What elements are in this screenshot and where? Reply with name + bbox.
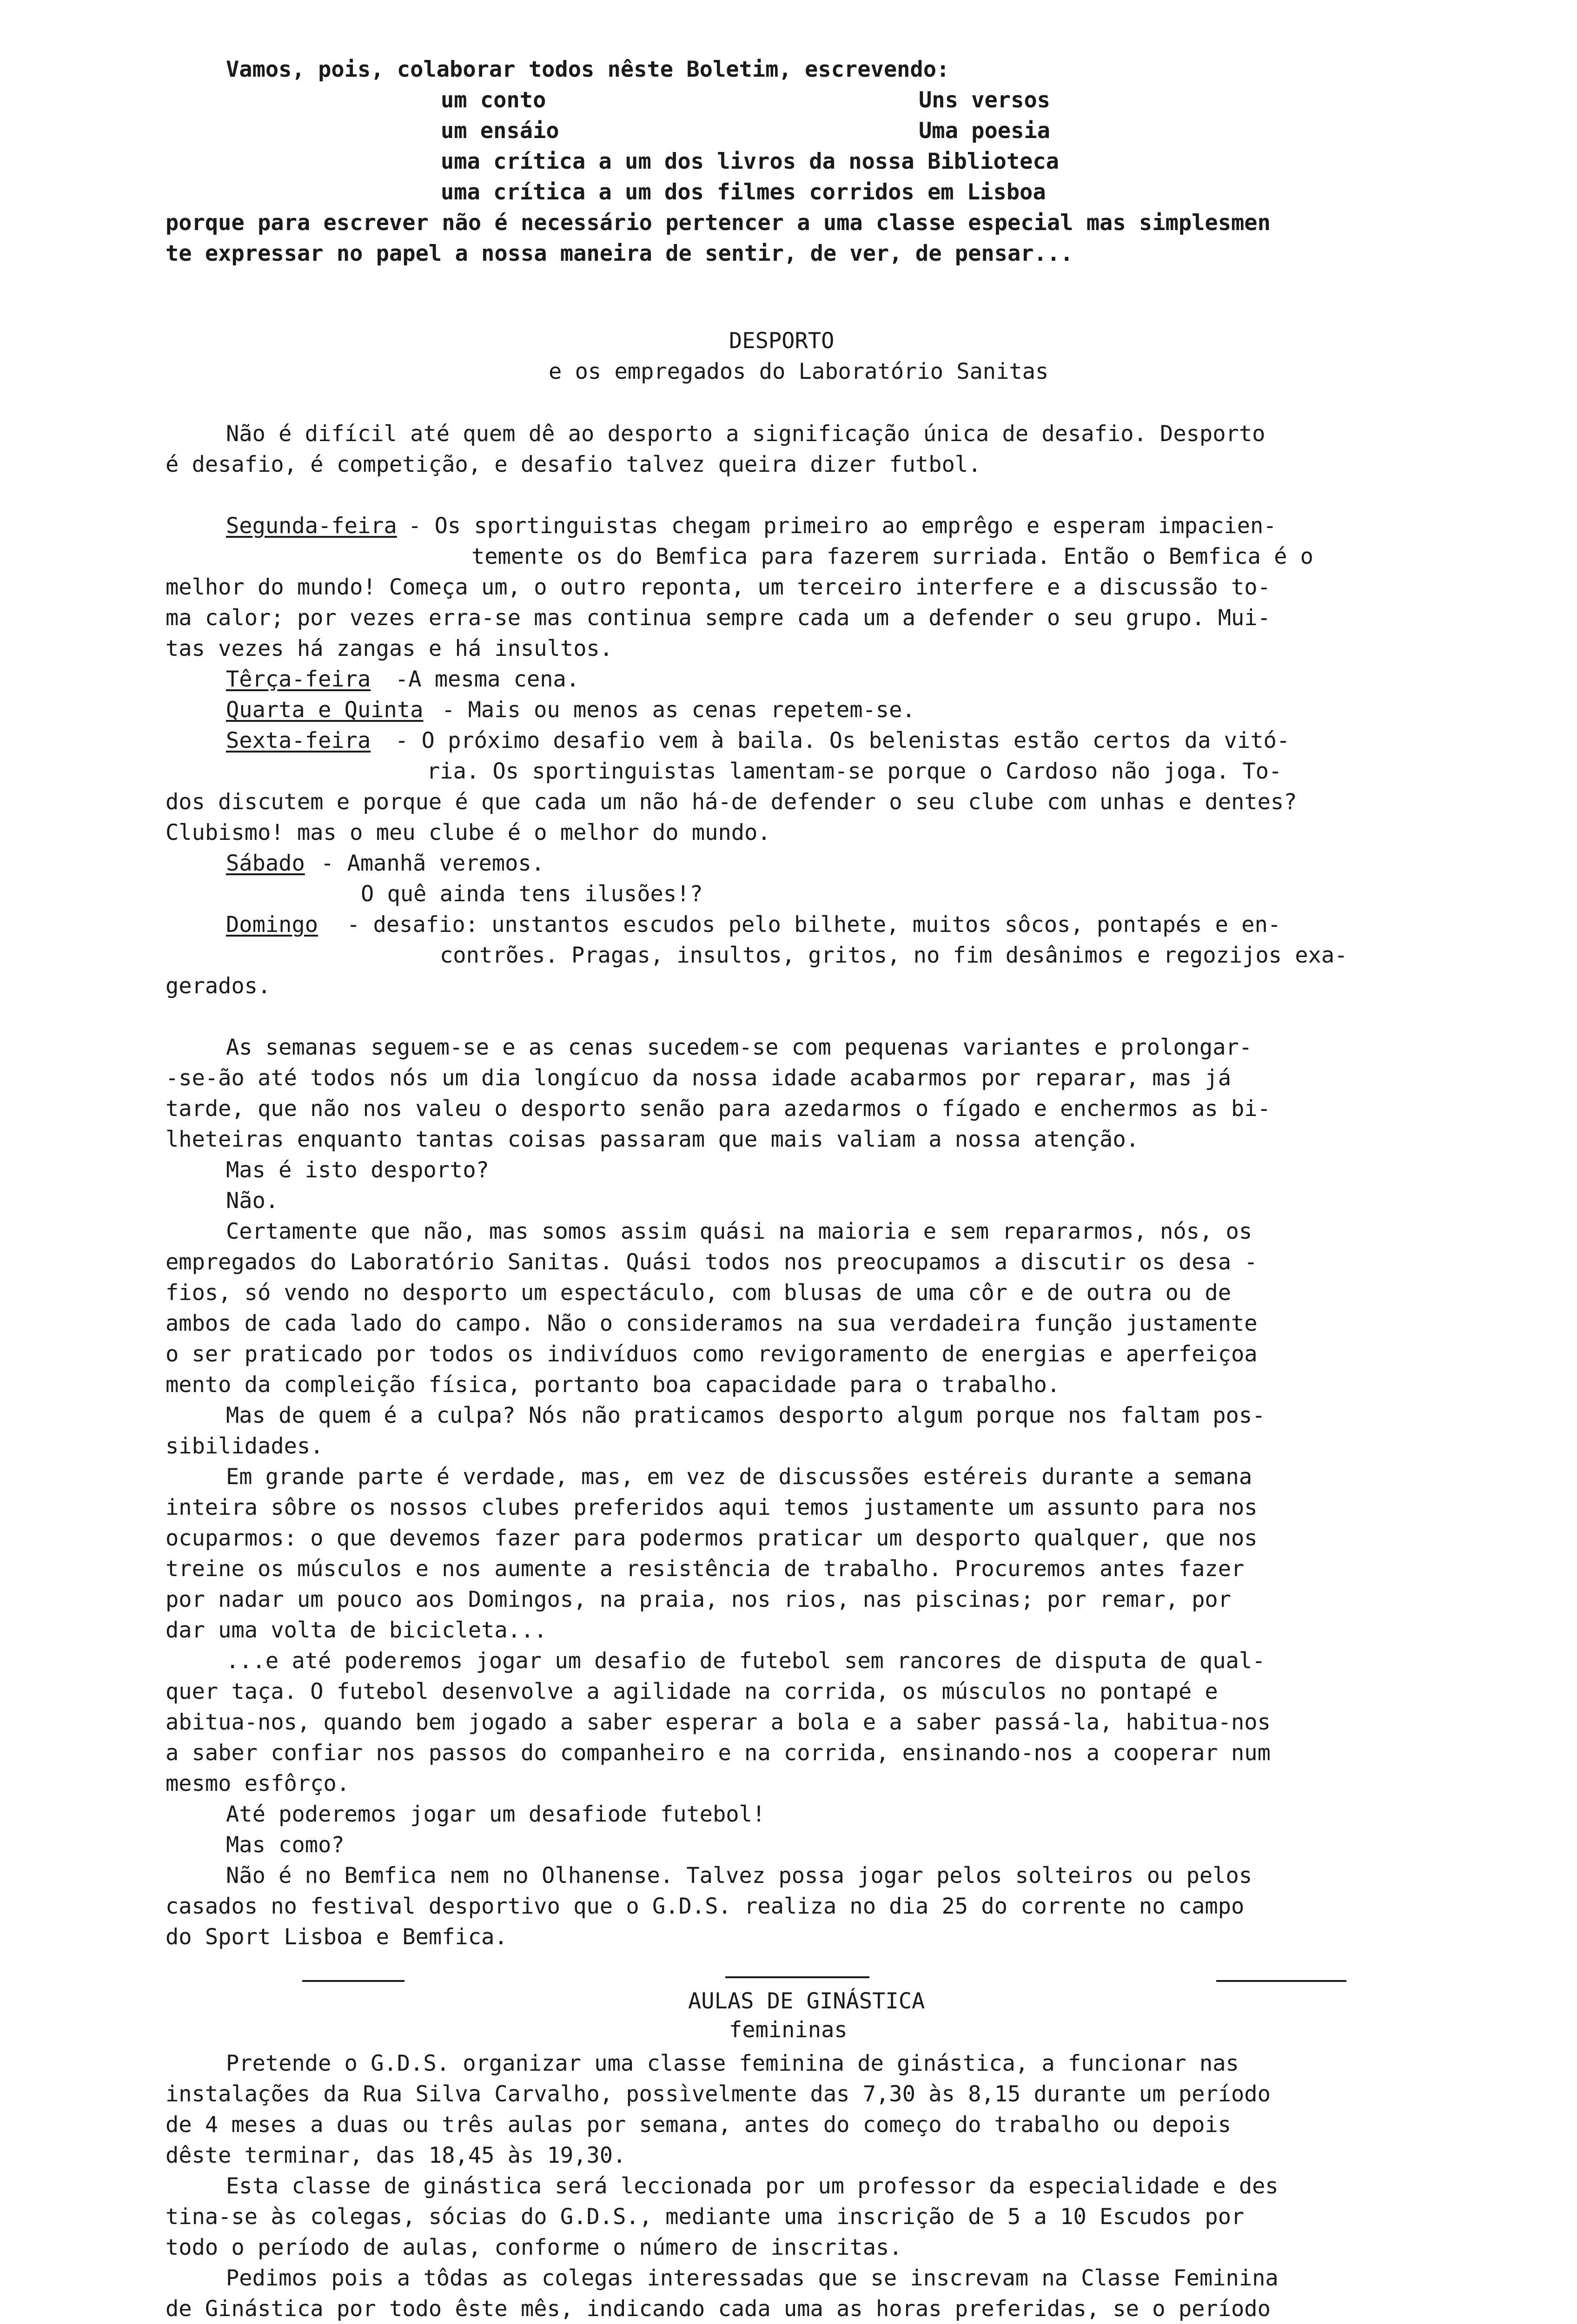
day-text-line: gerados. — [166, 973, 271, 999]
option-critica-filmes: uma crítica a um dos filmes corridos em Lisboa — [441, 179, 1046, 205]
paragraph-line: lheteiras enquanto tantas coisas passaram que mais valiam a nossa atenção. — [166, 1127, 1139, 1152]
day-text-line: - desafio: unstantos escudos pelo bilhete, muitos sôcos, pontapés e en- — [347, 912, 1281, 938]
paragraph-line: -se-ão até todos nós um dia longícuo da nossa idade acabarmos por reparar, mas já — [166, 1065, 1232, 1091]
day-label-domingo: Domingo — [226, 912, 318, 938]
section-title-desporto: DESPORTO — [729, 328, 835, 354]
paragraph-line: é desafio, é competição, e desafio talvez queira dizer futbol. — [166, 452, 981, 477]
day-text-line: O quê ainda tens ilusões!? — [361, 881, 703, 907]
paragraph-line: casados no festival desportivo que o G.D.S. realiza no dia 25 do corrente no campo — [166, 1894, 1245, 1919]
day-text-line: ma calor; por vezes erra-se mas continua sempre cada um a defender o seu grupo. Mui- — [166, 605, 1271, 631]
day-text-line: tas vezes há zangas e há insultos. — [166, 636, 613, 661]
paragraph-line: instalações da Rua Silva Carvalho, possìvelmente das 7,30 às 8,15 durante um período — [166, 2081, 1271, 2107]
paragraph-line: todo o período de aulas, conforme o número de inscritas. — [166, 2235, 902, 2260]
paragraph-line: inteira sôbre os nossos clubes preferidos aqui temos justamente um assunto para nos — [166, 1495, 1258, 1520]
day-text-line: contrões. Pragas, insultos, gritos, no fim desânimos e regozijos exa- — [440, 943, 1348, 968]
separator-left — [302, 1980, 404, 1982]
day-text-line: - Os sportinguistas chegam primeiro ao emprêgo e esperam impacien- — [408, 513, 1277, 539]
day-text-line: melhor do mundo! Começa um, o outro reponta, um terceiro interfere e a discussão to- — [166, 574, 1271, 600]
day-text-line: dos discutem e porque é que cada um não há-de defender o seu clube com unhas e dentes? — [166, 789, 1297, 815]
option-ensaio: um ensáio — [441, 118, 559, 144]
paragraph-line: fios, só vendo no desporto um espectáculo, com blusas de uma côr e de outra ou de — [166, 1280, 1232, 1306]
day-label-terca: Têrça-feira — [226, 667, 371, 692]
day-text-line: - Amanhã veremos. — [321, 851, 545, 876]
paragraph-line: ocuparmos: o que devemos fazer para podermos praticar um desporto qualquer, que nos — [166, 1525, 1258, 1551]
option-conto: um conto — [441, 87, 546, 113]
paragraph-line: Pedimos pois a tôdas as colegas interessadas que se inscrevam na Classe Feminina — [226, 2265, 1279, 2291]
paragraph-line: treine os músculos e nos aumente a resistência de trabalho. Procuremos antes fazer — [166, 1556, 1245, 1582]
intro-closing-line: te expressar no papel a nossa maneira de sentir, de ver, de pensar... — [166, 241, 1073, 266]
paragraph-line: o ser praticado por todos os indivíduos como revigoramento de energias e aperfeiçoa — [166, 1341, 1258, 1367]
paragraph-line: de Ginástica por todo êste mês, indicando cada uma as horas preferidas, se o período — [166, 2296, 1271, 2322]
paragraph-line: Esta classe de ginástica será leccionada por um professor da especialidade e des — [226, 2173, 1279, 2199]
paragraph-line: Mas é isto desporto? — [226, 1157, 489, 1183]
paragraph-line: do Sport Lisboa e Bemfica. — [166, 1924, 508, 1950]
option-poesia: Uma poesia — [919, 118, 1050, 144]
paragraph-line: ...e até poderemos jogar um desafio de futebol sem rancores de disputa de qual- — [226, 1648, 1266, 1674]
paragraph-line: As semanas seguem-se e as cenas sucedem-se com pequenas variantes e prolongar- — [226, 1035, 1252, 1060]
separator-right — [1216, 1980, 1346, 1982]
paragraph-line: Certamente que não, mas somos assim quási na maioria e sem repararmos, nós, os — [226, 1219, 1252, 1244]
section-subtitle-desporto: e os empregados do Laboratório Sanitas — [549, 359, 1049, 384]
paragraph-line: Mas de quem é a culpa? Nós não praticamos desporto algum porque nos faltam pos- — [226, 1403, 1266, 1428]
paragraph-line: quer taça. O futebol desenvolve a agilidade na corrida, os músculos no pontapé e — [166, 1679, 1218, 1704]
day-text-line: Clubismo! mas o meu clube é o melhor do mundo. — [166, 820, 771, 845]
day-text-line: tementе os do Bemfica para fazerem surriada. Então o Bemfica é o — [471, 544, 1313, 569]
day-text: - Mais ou menos as cenas repetem-se. — [442, 697, 915, 723]
paragraph-line: Não é no Bemfica nem no Olhanense. Talvez possa jogar pelos solteiros ou pelos — [226, 1863, 1252, 1888]
paragraph-line: empregados do Laboratório Sanitas. Quási todos nos preocupamos a discutir os desa - — [166, 1249, 1258, 1275]
paragraph-line: tarde, que não nos valeu o desporto senão para azedarmos o fígado e enchermos as bi- — [166, 1096, 1271, 1122]
paragraph-line: dêste terminar, das 18,45 às 19,30. — [166, 2143, 626, 2168]
paragraph-line: Não é difícil até quem dê ao desporto a significação única de desafio. Desporto — [226, 421, 1266, 447]
paragraph-line: Mas como? — [226, 1832, 345, 1858]
day-label-quarta-quinta: Quarta e Quinta — [226, 697, 424, 723]
intro-lead: Vamos, pois, colaborar todos nêste Boletim, escrevendo: — [226, 57, 950, 82]
paragraph-line: mesmo esfôrço. — [166, 1771, 350, 1796]
paragraph-line: Em grande parte é verdade, mas, em vez de discussões estéreis durante a semana — [226, 1464, 1252, 1490]
paragraph-line: de 4 meses a duas ou três aulas por semana, antes do começo do trabalho ou depois — [166, 2112, 1232, 2138]
day-label-segunda: Segunda-feira — [226, 513, 397, 539]
option-versos: Uns versos — [919, 87, 1050, 113]
paragraph-line: Pretende o G.D.S. organizar uma classe feminina de ginástica, a funcionar nas — [226, 2051, 1239, 2076]
paragraph-line: tina-se às colegas, sócias do G.D.S., mediante uma inscrição de 5 a 10 Escudos por — [166, 2204, 1245, 2230]
paragraph-line: abitua-nos, quando bem jogado a saber esperar a bola e a saber passá-la, habitua-nos — [166, 1710, 1271, 1735]
day-text: -A mesma cena. — [395, 667, 580, 692]
separator-center — [725, 1976, 869, 1978]
paragraph-line: Não. — [226, 1188, 279, 1214]
paragraph-line: sibilidades. — [166, 1433, 324, 1459]
day-label-sexta: Sexta-feira — [226, 728, 371, 753]
section-title-aulas: AULAS DE GINÁSTICA — [688, 1988, 925, 2014]
day-text-line: ria. Os sportinguistas lamentam-se porque o Cardoso não joga. To- — [427, 759, 1282, 784]
day-text-line: - O próximo desafio vem à baila. Os belenistas estão certos da vitó- — [395, 728, 1290, 753]
intro-closing-line: porque para escrever não é necessário pertencer a uma classe especial mas simplesmen — [166, 210, 1271, 236]
paragraph-line: mento da compleição física, portanto boa capacidade para o trabalho. — [166, 1372, 1060, 1398]
paragraph-line: a saber confiar nos passos do companheiro e na corrida, ensinando-nos a cooperar num — [166, 1740, 1271, 1766]
option-critica-livros: uma crítica a um dos livros da nossa Biblioteca — [441, 149, 1059, 174]
paragraph-line: ambos de cada lado do campo. Não o consideramos na sua verdadeira função justamente — [166, 1311, 1258, 1336]
section-subtitle-aulas: femininas — [729, 2017, 848, 2043]
paragraph-line: Até poderemos jogar um desafiode futebol! — [226, 1802, 766, 1827]
paragraph-line: por nadar um pouco aos Domingos, na praia, nos rios, nas piscinas; por remar, por — [166, 1587, 1232, 1612]
paragraph-line: dar uma volta de bicicleta... — [166, 1618, 547, 1643]
day-label-sabado: Sábado — [226, 851, 305, 876]
